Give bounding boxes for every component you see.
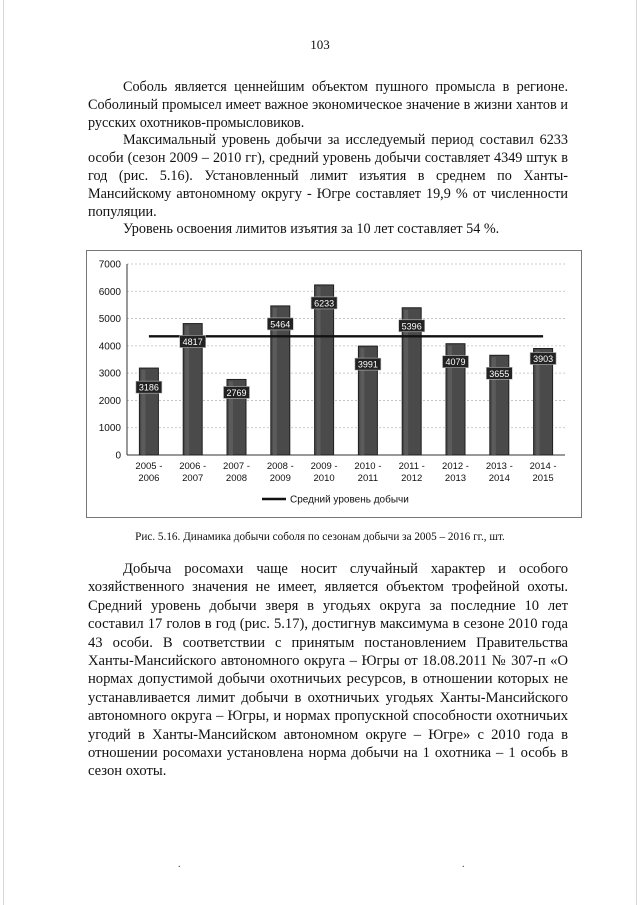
paragraph-sable-intro: Соболь является ценнейшим объектом пушного промысла в регионе. Соболиный промысел имеет важное экономическое значение в жизни хантов и русских охотников-промысловиков. [88, 79, 568, 131]
y-tick-label: 2000 [98, 395, 121, 407]
x-tick-label: 2007 [182, 473, 204, 484]
x-tick-label: 2006 - [179, 461, 207, 472]
x-tick-label: 2006 [138, 473, 160, 484]
data-label: 3991 [357, 359, 378, 370]
x-tick-label: 2008 [225, 473, 248, 484]
x-tick-label: 2014 - [529, 461, 557, 472]
x-tick-label: 2014 [488, 473, 510, 484]
scan-edge-left [3, 0, 4, 905]
bar-highlight [536, 351, 540, 455]
x-tick-label: 2013 [444, 473, 467, 484]
legend-label: Средний уровень добычи [290, 494, 409, 506]
footer-mark-right: . [462, 859, 465, 870]
data-label: 3186 [138, 382, 159, 393]
page-number: 103 [310, 37, 330, 52]
y-tick-label: 0 [115, 450, 121, 462]
chart-canvas [87, 251, 583, 519]
y-tick-label: 4000 [98, 341, 121, 353]
x-tick-label: 2012 - [442, 461, 469, 472]
data-label: 6233 [314, 298, 335, 309]
paragraph-limit-usage: Уровень освоения лимитов изъятия за 10 лет составляет 54 %. [123, 221, 500, 237]
data-label: 4817 [182, 337, 203, 348]
data-label: 4079 [445, 357, 466, 368]
data-label: 3655 [489, 368, 510, 379]
data-label: 3903 [533, 354, 554, 365]
paragraph-sable-harvest-levels: Максимальный уровень добычи за исследуемый период составил 6233 особи (сезон 2009 – 2010 гг), средний уровень добычи составляет 4349 штук в год (рис. 5.16). Установленный лимит изъятия в среднем по Ханты-Мансийскому автономному округу - Югре составляет 19,9 % от численности популяции. [88, 132, 568, 220]
data-label: 5464 [270, 319, 291, 330]
x-tick-label: 2010 [313, 473, 335, 484]
x-tick-label: 2007 - [223, 461, 250, 472]
x-tick-label: 2009 [269, 473, 291, 484]
paragraph-wolverine: Добыча росомахи чаще носит случайный характер и особого хозяйственного значения не имеет, является объектом трофейной охоты. Средний уровень добычи зверя в угодьях округа за последние 10 лет составил 17 голов в год (рис. 5.17), достигнув максимума в сезоне 2010 года 43 особи. В соответствии с принятым постановлением Правительства Ханты-Мансийского автономного округа – Югры от 18.08.2011 № 307-п «О нормах допустимой добычи охотничьих ресурсов, в отношении которых не устанавливается лимит добычи в охотничьих угодьях Ханты-Мансийского автономного округа – Югры, и нормах пропускной способности охотничьих угодий в Ханты-Мансийском автономном округе – Югре» с 2010 года в отношении росомахи установлена норма добычи на 1 охотника – 1 особь в сезон охоты. [88, 561, 568, 780]
footer-mark-left: . [178, 859, 181, 870]
y-tick-label: 5000 [98, 314, 121, 326]
x-tick-label: 2005 - [135, 461, 163, 472]
x-tick-label: 2009 - [310, 461, 338, 472]
x-tick-label: 2010 - [354, 461, 382, 472]
x-tick-label: 2012 [401, 473, 423, 484]
y-tick-label: 1000 [98, 423, 121, 435]
figure-caption: Рис. 5.16. Динамика добычи соболя по сезонам добычи за 2005 – 2016 гг., шт. [135, 531, 505, 543]
x-tick-label: 2013 - [485, 461, 513, 472]
data-label: 2769 [226, 387, 247, 398]
x-tick-label: 2011 [357, 473, 379, 484]
x-tick-label: 2011 - [398, 461, 425, 472]
scan-edge-right [636, 0, 637, 905]
data-label: 5396 [401, 321, 422, 332]
y-tick-label: 6000 [98, 286, 121, 298]
x-tick-label: 2015 [532, 473, 554, 484]
sable-harvest-chart [86, 250, 582, 518]
y-tick-label: 7000 [98, 259, 121, 271]
y-tick-label: 3000 [98, 368, 121, 380]
bar-highlight [317, 287, 321, 455]
x-tick-label: 2008 - [266, 461, 294, 472]
